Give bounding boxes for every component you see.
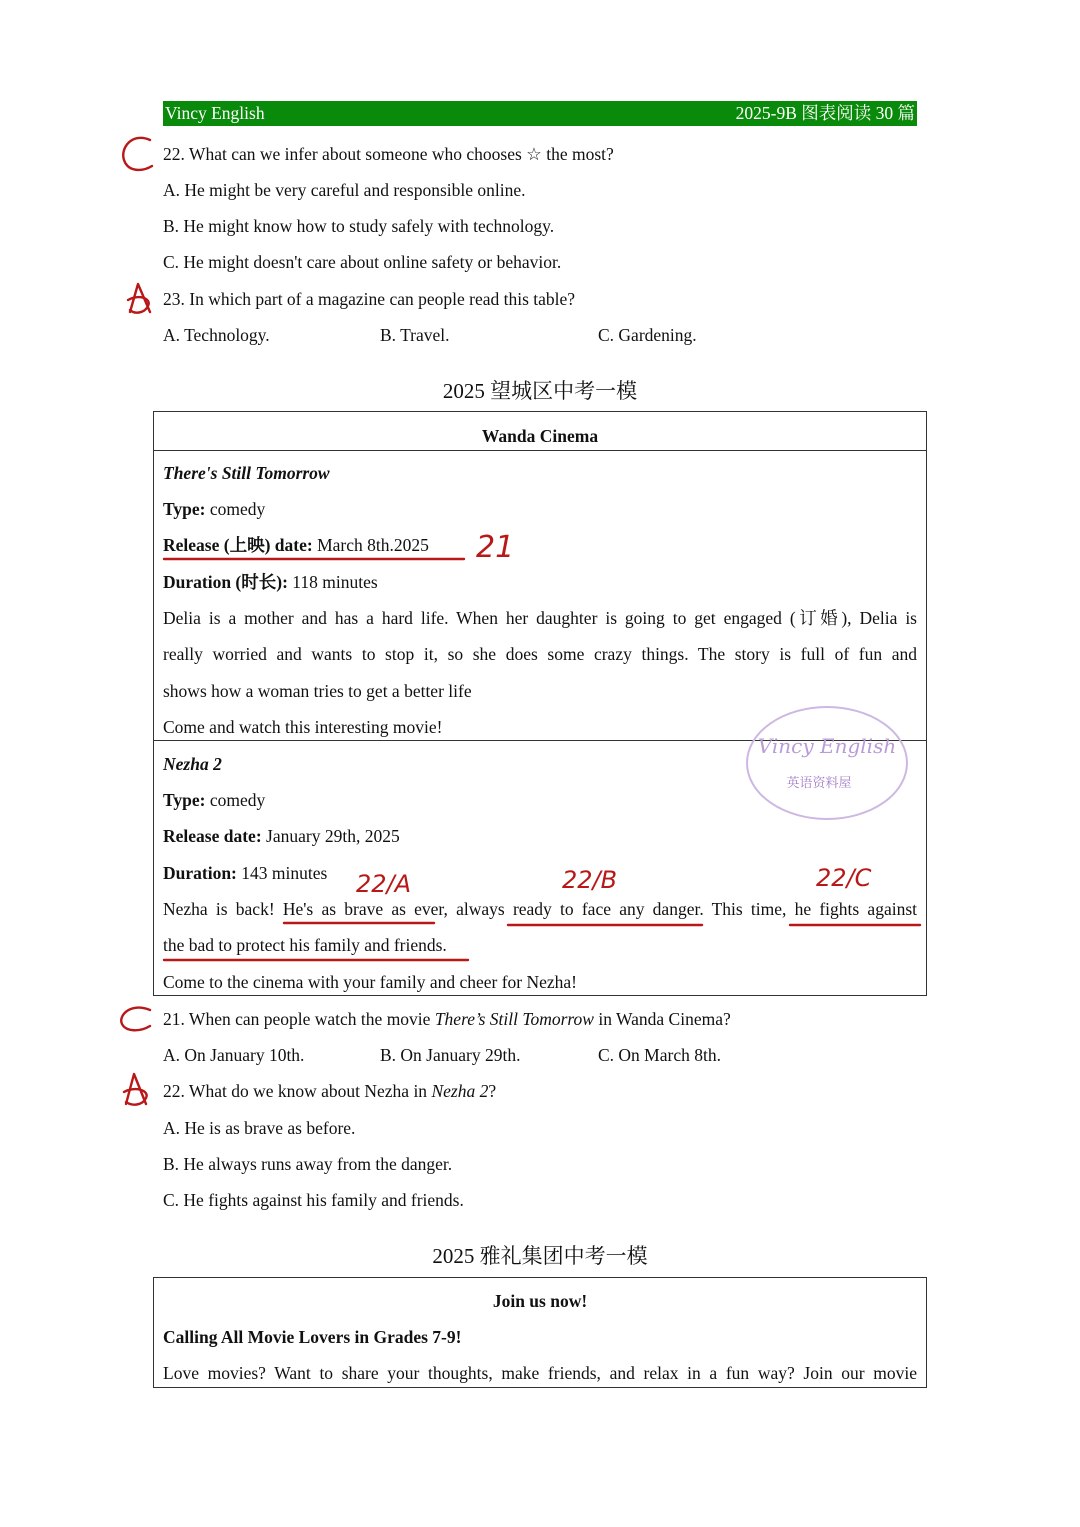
movie2-name: Nezha 2 <box>163 754 222 774</box>
movie2-type: Type: comedy <box>163 790 266 810</box>
note-22b: 22/B <box>562 866 618 894</box>
movie1-desc-2: really worried and wants to stop it, so she does some crazy things. The story is full of fun and <box>163 644 917 664</box>
answer-mark-c-top <box>123 138 152 170</box>
watermark-text-cn: 英语资料屋 <box>786 776 852 791</box>
s1-q22-option-a: A. He is as brave as before. <box>163 1118 356 1138</box>
cinema-box-title: Wanda Cinema <box>481 426 599 446</box>
s1-q21-stem: 21. When can people watch the movie There’s Still Tomorrow in Wanda Cinema? <box>163 1009 731 1029</box>
section2-title: 2025 雅礼集团中考一模 <box>432 1244 648 1268</box>
q23-option-c: C. Gardening. <box>598 325 697 345</box>
note-21: 21 <box>476 530 515 565</box>
answer-mark-a-top <box>128 284 150 313</box>
s1-q22-stem: 22. What do we know about Nezha in Nezha 2? <box>163 1081 497 1101</box>
club-text: Love movies? Want to share your thoughts, make friends, and relax in a fun way? Join our movie <box>163 1363 917 1383</box>
header-series: 2025-9B 图表阅读 30 篇 <box>735 103 915 123</box>
movie2-release: Release date: January 29th, 2025 <box>163 826 400 846</box>
movie1-duration: Duration (时长): 118 minutes <box>163 572 378 592</box>
q22-option-c: C. He might doesn't care about online safety or behavior. <box>163 252 562 272</box>
club-box-title: Join us now! <box>492 1291 588 1311</box>
movie2-desc-2: the bad to protect his family and friends. <box>163 935 447 955</box>
watermark-text-en: Vincy English <box>757 734 897 758</box>
club-subtitle: Calling All Movie Lovers in Grades 7-9! <box>163 1327 462 1347</box>
s1-q21-option-c: C. On March 8th. <box>598 1045 721 1065</box>
q22-stem: 22. What can we infer about someone who chooses ☆ the most? <box>163 144 614 164</box>
q22-option-b: B. He might know how to study safely with technology. <box>163 216 555 236</box>
movie2-duration: Duration: 143 minutes <box>163 863 328 883</box>
movie1-desc-1: Delia is a mother and has a hard life. When her daughter is going to get engaged (订婚), Delia is <box>163 608 917 628</box>
movie1-name: There's Still Tomorrow <box>163 463 330 483</box>
s1-q22-option-c: C. He fights against his family and friends. <box>163 1190 464 1210</box>
note-22a: 22/A <box>356 870 412 898</box>
movie1-desc-4: Come and watch this interesting movie! <box>163 717 443 737</box>
movie1-release: Release (上映) date: March 8th.2025 <box>163 535 429 555</box>
answer-mark-c-q21 <box>121 1008 150 1031</box>
note-22c: 22/C <box>816 864 872 892</box>
s1-q21-option-a: A. On January 10th. <box>163 1045 305 1065</box>
q22-option-a: A. He might be very careful and responsible online. <box>163 180 526 200</box>
q23-option-b: B. Travel. <box>380 325 450 345</box>
s1-q22-option-b: B. He always runs away from the danger. <box>163 1154 453 1174</box>
section1-title: 2025 望城区中考一模 <box>442 379 638 403</box>
movie2-desc-1: Nezha is back! He's as brave as ever, always ready to face any danger. This time, he fights against <box>163 899 917 919</box>
header-brand: Vincy English <box>165 103 265 123</box>
s1-q21-option-b: B. On January 29th. <box>380 1045 521 1065</box>
movie1-desc-3: shows how a woman tries to get a better life <box>163 681 472 701</box>
movie2-desc-3: Come to the cinema with your family and cheer for Nezha! <box>163 972 578 992</box>
q23-stem: 23. In which part of a magazine can people read this table? <box>163 289 576 309</box>
q23-option-a: A. Technology. <box>163 325 270 345</box>
answer-mark-a-q22 <box>124 1074 147 1105</box>
movie1-type: Type: comedy <box>163 499 266 519</box>
